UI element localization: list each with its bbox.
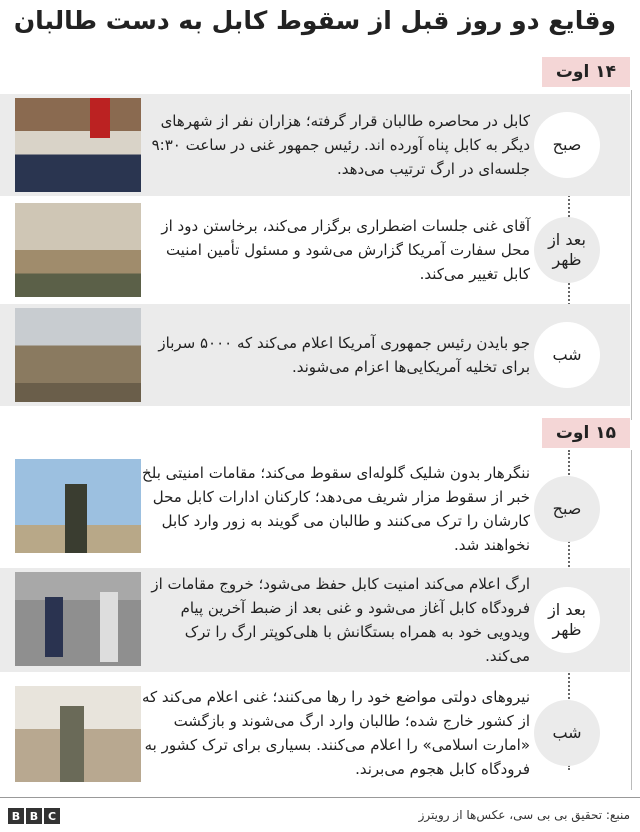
- footer-divider: [0, 797, 640, 798]
- photo-airport-people: [15, 572, 141, 666]
- event-text: جو بایدن رئیس جمهوری آمریکا اعلام می‌کند که ۵۰۰۰ سرباز برای تخلیه آمریکایی‌ها اعزام می‌شوند.: [158, 334, 530, 376]
- timeline-line: [631, 450, 632, 790]
- event-text: کابل در محاصره طالبان قرار گرفته؛ هزاران نفر از شهرهای دیگر به کابل پناه آورده اند. رئیس جمهور غنی در ساعت ۹:۳۰ جلسه‌ای در ارگ ترتیب می‌دهد.: [151, 112, 530, 178]
- photo-taliban-kabul: [15, 686, 141, 782]
- event-row: [0, 94, 630, 196]
- photo-meeting: [15, 98, 141, 192]
- event-row: [0, 568, 630, 672]
- time-badge: شب: [534, 700, 600, 766]
- event-row: [0, 199, 630, 301]
- time-badge: بعد از ظهر: [534, 587, 600, 653]
- page-title: وقایع دو روز قبل از سقوط کابل به دست طالبان: [13, 6, 616, 35]
- time-badge: صبح: [534, 476, 600, 542]
- date-label-15: ۱۵ اوت: [542, 418, 630, 448]
- time-badge: بعد از ظهر: [534, 217, 600, 283]
- photo-taliban-fighter: [15, 459, 141, 553]
- event-text: نیروهای دولتی مواضع خود را رها می‌کنند؛ غنی اعلام می‌کند که از کشور خارج شده؛ طالبان وارد ارگ می‌شوند و بازگشت «امارت اسلامی» را اعلام می‌کنند. بسیاری برای ترک کشور به فرودگاه کابل هجوم می‌برند.: [141, 688, 530, 778]
- event-row: [0, 676, 630, 790]
- bbc-logo: B B C: [8, 808, 60, 824]
- photo-ghani-meeting: [15, 203, 141, 297]
- event-text: آقای غنی جلسات اضطراری برگزار می‌کند، برخاستن دود از محل سفارت آمریکا گزارش می‌شود و مسئول تأمین امنیت کابل تغییر می‌کند.: [161, 217, 530, 283]
- event-text: ننگرهار بدون شلیک گلوله‌ای سقوط می‌کند؛ مقامات امنیتی بلخ خبر از سقوط مزار شریف می‌دهد؛ کارکنان ادارات کابل محل کارشان را ترک می‌کنند و طالبان می گویند به زور وارد کابل نخواهند شد.: [142, 464, 530, 554]
- timeline-line: [631, 90, 632, 420]
- source-credit: منبع: تحقیق بی بی سی، عکس‌ها از رویترز: [418, 808, 630, 822]
- event-row: [0, 455, 630, 563]
- event-text: ارگ اعلام می‌کند امنیت کابل حفظ می‌شود؛ خروج مقامات از فرودگاه کابل آغاز می‌شود و غنی بعد از ضبط آخرین پیام ویدویی خود به همراه بستگانش با هلی‌کوپتر ارگ را ترک می‌کند.: [151, 575, 530, 665]
- event-row: [0, 304, 630, 406]
- photo-soldier-child: [15, 308, 141, 402]
- time-badge: صبح: [534, 112, 600, 178]
- date-label-14: ۱۴ اوت: [542, 57, 630, 87]
- time-badge: شب: [534, 322, 600, 388]
